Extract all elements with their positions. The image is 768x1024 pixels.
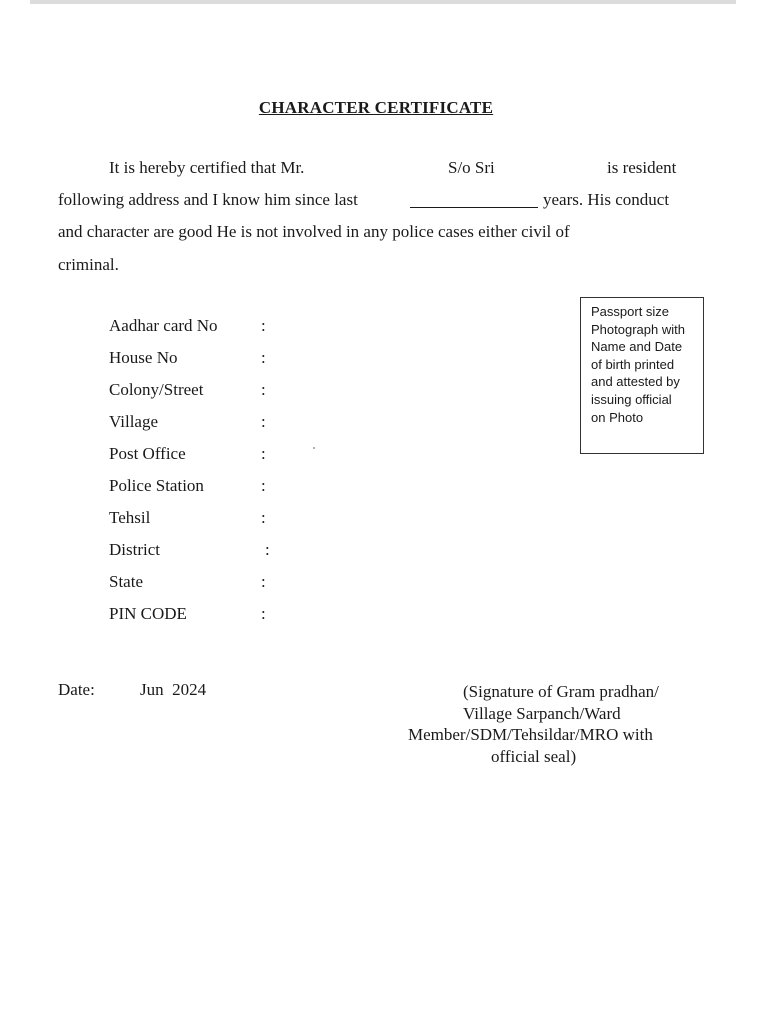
paragraph-line1-end: is resident (607, 158, 677, 177)
photo-box-line: Photograph with (591, 321, 685, 337)
signature-line2: Village Sarpanch/Ward (463, 704, 621, 723)
paragraph-line4: criminal. (58, 255, 119, 274)
field-colon: : (261, 476, 266, 495)
field-row-district (109, 540, 309, 572)
paragraph-line1-son-of: S/o Sri (448, 158, 495, 177)
field-colon: : (261, 604, 266, 623)
years-blank-line (410, 195, 538, 208)
stray-dot (313, 447, 315, 449)
photo-box-line: on Photo (591, 409, 644, 425)
photo-box-line: Name and Date (591, 339, 683, 355)
field-colon: : (261, 572, 266, 591)
field-label: Village (109, 412, 159, 431)
field-colon: : (261, 348, 266, 367)
field-colon: : (261, 316, 266, 335)
field-colon: : (261, 444, 266, 463)
field-row-police-station (109, 476, 309, 508)
paragraph-line2-start: following address and I know him since last (58, 190, 358, 209)
field-label: Tehsil (109, 508, 151, 527)
top-border (30, 0, 736, 4)
certificate-title: CHARACTER CERTIFICATE (258, 98, 494, 117)
signature-line3: Member/SDM/Tehsildar/MRO with (408, 725, 653, 744)
field-row-pin-code (109, 604, 309, 636)
photo-box-line: Passport size (591, 304, 670, 319)
signature-line1: (Signature of Gram pradhan/ (463, 682, 659, 701)
field-label: Post Office (109, 444, 186, 463)
field-label: Aadhar card No (109, 316, 218, 335)
field-label: Police Station (109, 476, 204, 495)
field-row-aadhar (109, 316, 309, 348)
date-value: Jun 2024 (140, 680, 207, 699)
field-row-state (109, 572, 309, 604)
field-colon: : (261, 508, 266, 527)
address-fields (109, 316, 309, 636)
field-colon: : (265, 540, 270, 559)
field-row-village (109, 412, 309, 444)
field-colon: : (261, 380, 266, 399)
signature-line4: official seal) (491, 747, 577, 766)
paragraph-line1-start: It is hereby certified that Mr. (109, 158, 305, 177)
date-label: Date: (58, 680, 95, 699)
field-label: House No (109, 348, 178, 367)
field-row-house-no (109, 348, 309, 380)
photo-box-line: of birth printed (591, 356, 675, 372)
field-colon: : (261, 412, 266, 431)
photo-box-line: issuing official (591, 391, 672, 407)
field-label: PIN CODE (109, 604, 187, 623)
paragraph-line2-end: years. His conduct (543, 190, 670, 209)
photo-box-line: and attested by (591, 374, 680, 390)
field-row-colony-street (109, 380, 309, 412)
field-label: Colony/Street (109, 380, 204, 399)
paragraph-line3: and character are good He is not involved in any police cases either civil of (58, 222, 570, 241)
field-label: District (109, 540, 160, 559)
field-row-post-office (109, 444, 309, 476)
passport-photo-box (580, 297, 704, 454)
field-label: State (109, 572, 143, 591)
field-row-tehsil (109, 508, 309, 540)
